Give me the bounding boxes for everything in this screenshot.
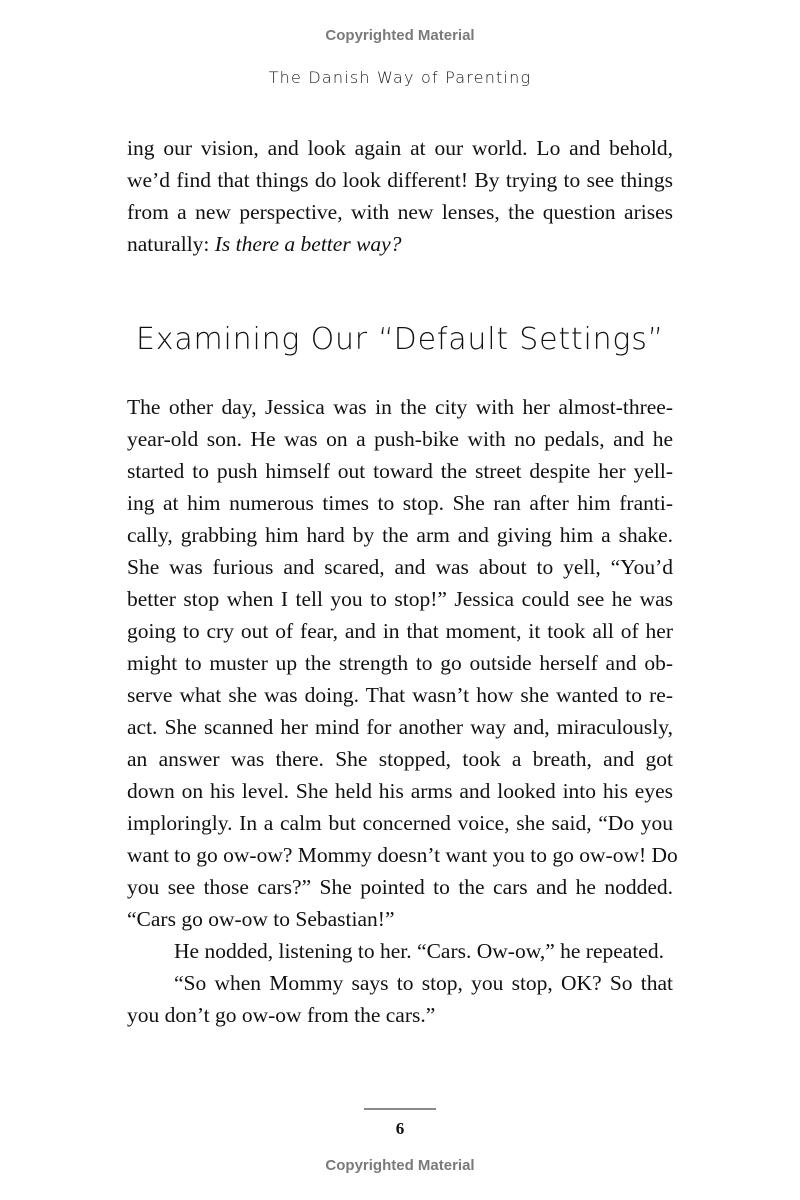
story-paragraph — [127, 391, 678, 935]
text-line — [127, 228, 673, 260]
text-line-prefix: naturally: — [127, 232, 215, 256]
text-line: year-old son. He was on a push-bike with no pedals, and he — [127, 427, 673, 451]
stop-paragraph — [127, 967, 673, 1031]
text-line: going to cry out of fear, and in that moment, it took all of her — [127, 619, 673, 643]
text-line: you don’t go ow-ow from the cars.” — [127, 1003, 436, 1027]
text-line: an answer was there. She stopped, took a breath, and got — [127, 747, 673, 771]
text-line: He nodded, listening to her. “Cars. Ow-ow,” he repeated. — [174, 939, 664, 963]
text-line: from a new perspective, with new lenses, the question arises — [127, 200, 673, 224]
text-line: better stop when I tell you to stop!” Jessica could see he was — [127, 587, 673, 611]
page-number: 6 — [395, 1119, 405, 1138]
text-line: imploringly. In a calm but concerned voice, she said, “Do you — [127, 811, 673, 835]
nodded-paragraph — [127, 935, 673, 967]
text-line: ing at him numerous times to stop. She ran after him franti- — [127, 491, 673, 515]
text-line: we’d find that things do look different! By trying to see things — [127, 168, 673, 192]
text-line: ing our vision, and look again at our world. Lo and behold, — [127, 136, 673, 160]
running-head-book-title: The Danish Way of Parenting — [268, 68, 532, 87]
copyright-watermark-top: Copyrighted Material — [325, 27, 475, 44]
text-line: serve what she was doing. That wasn’t how she wanted to re- — [127, 683, 673, 707]
text-line: you see those cars?” She pointed to the cars and he nodded. — [127, 875, 673, 899]
intro-paragraph — [127, 132, 673, 260]
text-line: act. She scanned her mind for another way and, miraculously, — [127, 715, 673, 739]
italic-question: Is there a better way? — [214, 232, 402, 256]
story-text — [127, 391, 678, 1031]
folio-divider — [364, 1108, 436, 1110]
text-line: want to go ow-ow? Mommy doesn’t want you to go ow-ow! Do — [127, 843, 678, 867]
text-line: The other day, Jessica was in the city with her almost-three- — [127, 395, 673, 419]
text-line: “Cars go ow-ow to Sebastian!” — [127, 907, 395, 931]
text-line: cally, grabbing him hard by the arm and giving him a shake. — [127, 523, 673, 547]
section-heading: Examining Our “Default Settings” — [136, 322, 664, 357]
text-line: started to push himself out toward the street despite her yell- — [127, 459, 673, 483]
text-line: might to muster up the strength to go outside herself and ob- — [127, 651, 673, 675]
text-line: down on his level. She held his arms and looked into his eyes — [127, 779, 673, 803]
copyright-watermark-bottom: Copyrighted Material — [325, 1157, 475, 1174]
text-line: She was furious and scared, and was about to yell, “You’d — [127, 555, 673, 579]
text-line: “So when Mommy says to stop, you stop, OK? So that — [174, 971, 673, 995]
